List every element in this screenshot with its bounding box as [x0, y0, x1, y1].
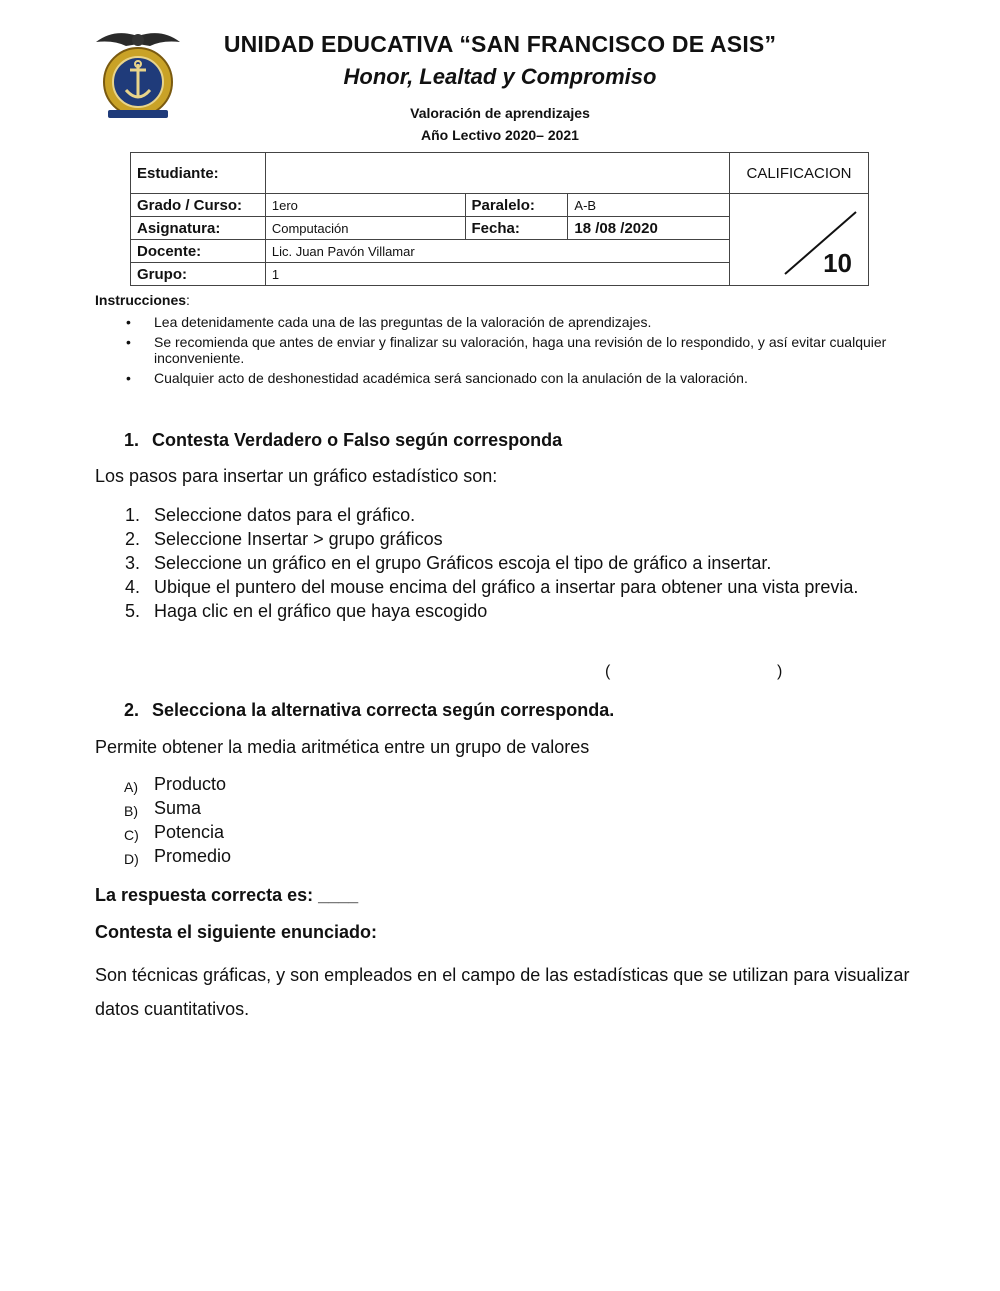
question-1-number: 1.	[124, 430, 140, 450]
instruction-item: • Cualquier acto de deshonestidad académica será sancionado con la anulación de la valoración.	[120, 370, 900, 386]
question-2-options	[124, 772, 524, 868]
course-label: Grado / Curso:	[131, 194, 266, 217]
answer-line[interactable]: La respuesta correcta es: ____	[95, 885, 359, 905]
teacher-value: Lic. Juan Pavón Villamar	[265, 240, 729, 263]
list-item: 2. Seleccione Insertar > grupo gráficos	[124, 529, 443, 549]
instruction-item: • Se recomienda que antes de enviar y finalizar su valoración, haga una revisión de lo respondido, y así evitar cualquier inconveniente.	[120, 334, 900, 366]
question-2-prompt: Permite obtener la media aritmética entre un grupo de valores	[95, 737, 590, 757]
subject-label: Asignatura:	[131, 217, 266, 240]
school-motto: Honor, Lealtad y Compromiso	[343, 64, 657, 89]
student-info-table	[130, 152, 869, 286]
grade-max: 10	[823, 248, 852, 278]
option-a[interactable]: A) Producto	[124, 774, 227, 795]
document-subtitle: Valoración de aprendizajes	[410, 105, 590, 121]
instructions-list	[120, 314, 900, 390]
question-3-title: Contesta el siguiente enunciado:	[95, 922, 378, 942]
question-1-steps	[120, 503, 880, 623]
question-1-intro: Los pasos para insertar un gráfico estadístico son:	[95, 466, 498, 486]
subject-value: Computación	[265, 217, 465, 240]
group-label: Grupo:	[131, 263, 266, 286]
option-c[interactable]: C) Potencia	[124, 822, 225, 843]
answer-paren-open: (	[605, 663, 611, 680]
list-item: 5. Haga clic en el gráfico que haya escogido	[124, 601, 488, 621]
list-item: 3. Seleccione un gráfico en el grupo Gráficos escoja el tipo de gráfico a insertar.	[124, 553, 772, 573]
question-2-number: 2.	[124, 700, 140, 720]
option-d[interactable]: D) Promedio	[124, 846, 232, 867]
course-value: 1ero	[265, 194, 465, 217]
list-item: 1. Seleccione datos para el gráfico.	[124, 505, 416, 525]
list-item: 4. Ubique el puntero del mouse encima del gráfico a insertar para obtener una vista previa.	[124, 577, 859, 597]
parallel-value: A-B	[568, 194, 730, 217]
date-value: 18 /08 /2020	[568, 217, 730, 240]
group-value: 1	[265, 263, 729, 286]
instructions-title: Instrucciones:	[95, 292, 190, 308]
answer-paren-close: )	[777, 663, 783, 680]
question-1-title: 1. Contesta Verdadero o Falso según corresponda	[124, 430, 563, 450]
school-name: UNIDAD EDUCATIVA “SAN FRANCISCO DE ASIS”	[223, 31, 777, 57]
parallel-label: Paralelo:	[465, 194, 568, 217]
date-label: Fecha:	[465, 217, 568, 240]
grade-box[interactable]	[730, 194, 869, 286]
teacher-label: Docente:	[131, 240, 266, 263]
instruction-item: • Lea detenidamente cada una de las preguntas de la valoración de aprendizajes.	[120, 314, 900, 330]
student-name-field[interactable]	[265, 153, 729, 194]
grade-label: CALIFICACION	[730, 153, 869, 194]
question-2-title: 2. Selecciona la alternativa correcta según corresponda.	[124, 700, 615, 720]
true-false-answer-field[interactable]	[613, 660, 773, 682]
option-b[interactable]: B) Suma	[124, 798, 202, 819]
school-year: Año Lectivo 2020– 2021	[421, 127, 579, 143]
student-label: Estudiante:	[131, 153, 266, 194]
question-3-text: Son técnicas gráficas, y son empleados en el campo de las estadísticas que se utilizan para visualizar datos cuantitativos.	[95, 965, 910, 1019]
